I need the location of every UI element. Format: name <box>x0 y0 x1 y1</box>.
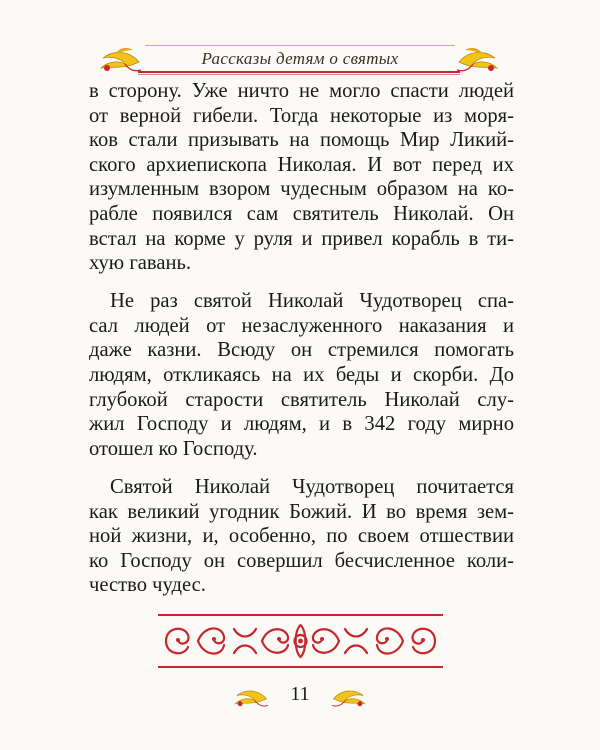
golden-leaf-ornament-footer-right-icon <box>328 684 372 712</box>
header-divider-top <box>145 45 455 46</box>
text-line: Святой Николай Чудотворец почитается <box>110 475 514 498</box>
text-line: хую гавань. <box>89 252 192 275</box>
text-line: даже казни. Всюду он стремился помогать <box>89 339 514 362</box>
text-line: сал людей от незаслуженного наказания и <box>89 314 514 337</box>
text-line: в сторону. Уже ничто не могло спасти людей <box>89 80 514 102</box>
red-floral-ornament-icon <box>158 611 443 671</box>
running-header-title: Рассказы детям о святых <box>201 49 399 68</box>
text-line: отошел ко Господу. <box>89 437 258 460</box>
golden-leaf-ornament-footer-left-icon <box>228 684 272 712</box>
text-line: глубокой старости святитель Николай слу- <box>89 388 514 411</box>
header-divider <box>138 71 460 73</box>
text-line: встал на корме у руля и привел корабль в ти- <box>89 227 514 250</box>
text-line: изумленным взором чудесным образом на ко- <box>89 178 514 201</box>
text-line: людям, откликаясь на их беды и скорби. До <box>89 364 514 387</box>
golden-leaf-ornament-left-icon <box>95 44 143 78</box>
text-line: ко Господу он совершил бесчисленное коли- <box>89 549 514 572</box>
text-line: жил Господу и людям, и в 342 году мирно <box>89 413 514 436</box>
paragraph <box>89 79 514 276</box>
text-line: как великий угодник Божий. И во время зем- <box>89 500 514 523</box>
text-line: Не раз святой Николай Чудотворец спа- <box>110 290 514 313</box>
golden-leaf-ornament-right-icon <box>455 44 503 78</box>
header-divider-thin <box>138 74 460 75</box>
page-number: 11 <box>290 683 310 705</box>
body-text <box>89 79 514 611</box>
paragraph <box>89 289 514 461</box>
text-line: от верной гибели. Тогда некоторые из моря- <box>89 104 514 127</box>
text-line: рабле появился сам святитель Николай. Он <box>89 202 514 225</box>
text-line: ной жизни, и, особенно, по своем отшествии <box>89 525 514 548</box>
text-line: чество чудес. <box>89 574 206 597</box>
text-line: ского архиепископа Николая. И вот перед их <box>89 153 514 176</box>
paragraph <box>89 475 514 598</box>
text-line: ков стали призывать на помощь Мир Ликий- <box>89 129 514 152</box>
